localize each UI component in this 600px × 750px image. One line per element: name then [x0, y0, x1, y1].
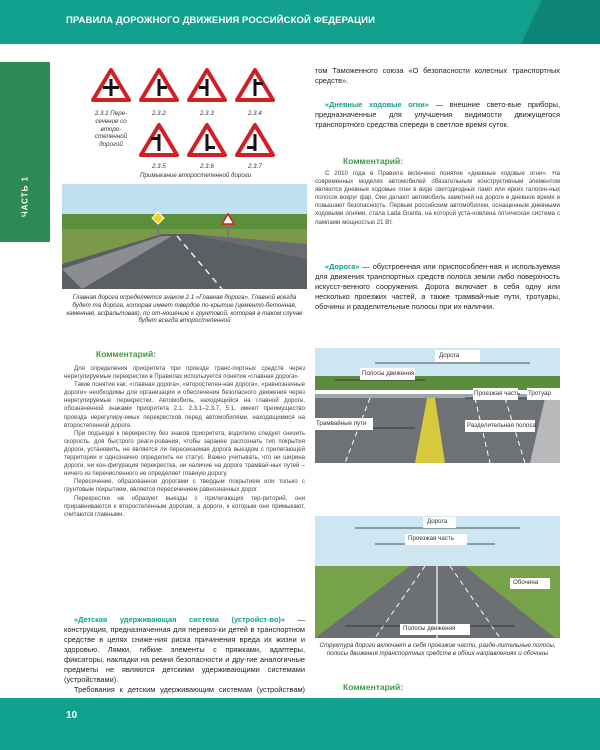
road-structure-diagram-1 [315, 348, 560, 463]
diagram2-shoulder-label: Обочина [513, 579, 539, 586]
comment-2-text: С 2010 года в Правила включено понятие «дневные ходовые огни». На современных моделях автомобилей обязательным конструктивным элементом являются дневные ходовые огни в виде светодиодных ламп или ярких галоген-ных полосок вокруг фар. Они делают автомобиль заметней на дороге в дневное время и повышают безопасность. Первым российским автомобилем, оснащенным дневными ходовыми огнями, стала Lada Granta, на которой уста-новлена оптическая система с лампами мощностью 21 Вт. [315, 170, 560, 226]
diagram1-tram-label: Трамвайные пути [316, 420, 367, 427]
page-number: 10 [66, 710, 78, 721]
diagram-caption: Структура дороги включает в себя проезжие части, разде-лительные полосы, полосы движения транспортных средств в обоих направлениях и обочины [319, 642, 556, 657]
sign-label-2-3-6: 2.3.6 [200, 163, 214, 170]
comment-1-p5: Перекрестки не образуют выезды с прилегающих тер-риторий, они приравниваются к второстепенным дорогам, а дороги, к которым они примыкают, считаются главными. [64, 494, 305, 518]
sign-2-3-3-icon [189, 70, 225, 100]
sign-2-3-1-icon [93, 70, 129, 100]
daytime-lights-term: «Дневные ходовые огни» [325, 100, 429, 109]
sign-label-2-3-2: 2.3.2 [152, 110, 166, 117]
comment-1-title: Комментарий: [96, 349, 157, 359]
comment-2-title: Комментарий: [343, 156, 404, 166]
comment-1-p3: При подъезде к перекрестку без знаков приоритета, водителю следует снизить скорость, для быстрого реаги-рования, чтобы заранее распознать тип покрытия дороги, установить, не является ли пересекаемая дорога выездом с прилегающей территории и однозначно определить ее статус. Важно учитывать, что ни ширина дороги, ни кон-фигурация перекрестка, ни наличие на дороге трамвай-ных путей – ничего из перечисленного не определяет главную дорогу. [64, 429, 305, 478]
page-title: ПРАВИЛА ДОРОЖНОГО ДВИЖЕНИЯ РОССИЙСКОЙ ФЕДЕРАЦИИ [66, 15, 376, 26]
sign-2-3-6-icon [189, 125, 225, 155]
sign-label-2-3-4: 2.3.4 [248, 110, 262, 117]
comment-1 [64, 365, 305, 519]
comment-1-p4: Пересечение, образованное дорогами с твердым покрытием или только с грунтовым покрытием, является пересечением равнозначных дорог. [64, 478, 305, 494]
diagram1-sidewalk-label: Тротуар [528, 390, 551, 397]
sign-label-2-3-1: 2.3.1 Пере-сечение со второ-степенной дорогой [94, 110, 128, 148]
chapter-tab-label: ЧАСТЬ 1 [20, 175, 30, 218]
adjacency-caption: Примыкание второстепенной дороги [140, 172, 252, 179]
chapter-tab [0, 62, 50, 242]
sign-2-3-2-icon [141, 70, 177, 100]
header-wedge [504, 0, 600, 44]
daytime-lights-definition [315, 100, 560, 130]
road-definition [315, 262, 560, 312]
road-photo [62, 184, 307, 289]
sign-label-2-3-3: 2.3.3 [200, 110, 214, 117]
diagram1-lanes-label: Полосы движения [362, 370, 415, 377]
daytime-lights-text: — внешние свето-вые приборы, предназначенные для улучшения видимости движущегося транспортного средства спереди в светлое время суток. [315, 100, 560, 130]
comment-3-title: Комментарий: [343, 682, 404, 692]
diagram1-road-label: Дорога [439, 352, 460, 359]
photo-caption: Главная дорога определяется знаком 2.1 «Главная дорога». Главной всегда будет та дорога, которая имеет твердое по-крытие (цементо-бетонная, каменная, асфальтовая), по от-ношению к грунтовой, которая в таком случае будет всегда второстепенной [66, 294, 303, 325]
sign-2-3-4-icon [237, 70, 273, 100]
diagram2-road-label: Дорога [427, 518, 448, 525]
page-header [0, 0, 600, 44]
page-footer [0, 698, 600, 750]
child-system-text: — конструкция, предназначенная для перевоз-ки детей в транспортном средстве в целях сниже-ния риска причинения вреда их жизни и здоровью. Лямки, гибкие элементы с пряжками, адаптеры, фиксаторы, накладки на ремни безопасности и дру-гие аналогичные предметы не являются детскими удерживающими системами (устройствами). [64, 615, 305, 685]
diagram2-lanes-label: Полосы движения [403, 625, 456, 632]
sign-label-2-3-5: 2.3.5 [152, 163, 166, 170]
child-system-definition [64, 615, 305, 706]
diagram1-divider-label: Разделительная полоса [467, 422, 536, 429]
road-term: «Дорога» [325, 262, 360, 271]
comment-1-p1: Для определения приоритета при проезде транс-портных средств через нерегулируемые перекрестки в Правилах используется понятие «главная дорога». [64, 365, 305, 381]
sign-2-3-7-icon [237, 125, 273, 155]
diagram2-carriageway-label: Проезжая часть [408, 535, 454, 542]
sign-2-3-5-icon [141, 125, 177, 155]
sign-label-2-3-7: 2.3.7 [248, 163, 262, 170]
comment-1-p2: Такие понятия как: «главная дорога», «второстепен-ная дорога», «равнозначные дороги» необходимы для организации и обеспечения безопасного движения через нерегулируемые перекрестки. Автомобиль, находящийся на главной дороге, обозначенной знаками приоритета 2.1, 2.3.1–2.3.7, 5.1, имеют преимущество проезда нерегулиру-емых перекрестков перед автомобилями, находящимися на второстепенной дороге. [64, 381, 305, 429]
child-system-term: «Детская удерживающая система (устройст-во)» [74, 615, 285, 624]
child-system-p2: Требования к детским удерживающим системам (устройствам) [74, 685, 305, 695]
road-text: — обустроенная или приспособлен-ная и используемая для движения транспортных средств полоса земли либо поверхность искусст-венного сооружения. Дорога включает в себя одну или несколько проезжих частей, а также трамвай-ные пути, тротуары, обочины и разделительные полосы при их наличии. [315, 262, 560, 312]
right-intro: том Таможенного союза «О безопасности колесных транспортных средств». [315, 66, 560, 86]
diagram1-carriageway-label: Проезжая часть [474, 390, 520, 397]
